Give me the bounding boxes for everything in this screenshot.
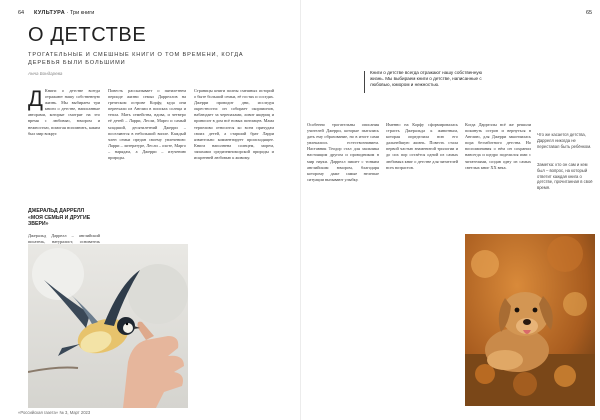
column-4 (307, 122, 379, 302)
column-6-text: Когда Дарреллы всё же решили покинуть остров и вернуться в Англию, для Джерри закончилась пора беззаботного детства. Но воспоминания о нём он сохранил навсегда и щедро поделился ими с читателями, создав одну из самых светлых книг XX века. (465, 122, 531, 170)
section-header (34, 10, 94, 16)
sidebar-note-1: Что же касается детства, Даррелл никогда не переставал быть ребёнком. (537, 132, 592, 149)
lead-paragraph (28, 88, 100, 204)
section-subtitle: Три книги (70, 10, 95, 16)
lead-text: Книги о детстве всегда отражают нашу собственную жизнь. Мы выбираем три книги о детстве, написанные авторами, которые смотрят на это время с любовью, юмором и нежностью, помогая вспомнить, каким был мир вокруг. (28, 88, 100, 136)
left-page-number: 64 (18, 10, 25, 16)
column-3-text: Страницы книги полны смешных историй о быте большой семьи, её гостях и соседях. Джерри проводит дни, исследуя окрестности: он собирает скорпионов, наблюдает за черепахами, ловит ящериц и приносит в дом всё новых питомцев. Мама терпеливо относится ко всем причудам своих детей, а старший брат Ларри язвительно комментирует происходящее. Книга наполнена солнцем, морем, запахами средиземноморской природы и искренней любовью к живому. (194, 88, 274, 161)
column-5-text: Именно на Корфу сформировалась страсть Джеральда к животным, которая определила всю его дальнейшую жизнь. Повесть стала первой частью знаменитой трилогии и до сих пор остаётся одной из самых любимых книг о детстве для читателей всех возрастов. (386, 122, 458, 170)
dog-photo (465, 234, 595, 406)
section-separator: · (65, 10, 70, 16)
column-2-text: Повесть рассказывает о пятилетнем периоде жизни семьи Дарреллов на греческом острове Корфу, куда они переехали из Англии в поисках солнца и тепла. Мать семейства, вдова, и четверо её детей – Ларри, Лесли, Марго и самый младший, десятилетний Джерри – поселяются в небольшой вилле. Каждый член семьи предан своему увлечению: Ларри – литературе, Лесли – охоте, Марго – нарядам, а Джерри – изучению природы. (108, 88, 186, 161)
column-2 (108, 88, 186, 240)
column-4-text: Особенно трогательны описания учителей Джерри, которые пытались дать ему образование, но в итоге сами увлекались естествознанием. Наставник Теодор стал для мальчика настоящим другом и проводником в мир науки. Даррелл пишет с тонким английским юмором, благодаря которому даже самые нелепые ситуации вызывают улыбку. (307, 122, 379, 182)
column-3 (194, 88, 274, 406)
pull-quote: Книги о детстве всегда отражают нашу собственную жизнь. Мы выбираем книги о детстве, написанные с любовью, юмором и нежностью. (370, 70, 483, 88)
column-6 (465, 122, 531, 230)
sidebar-note-2: Заметка: кто он сам и кем был – вопрос, на который ответит каждая книга о детстве, прочитанная в своё время. (537, 162, 593, 191)
footer-text: «Российская газета» № 3, Март 2023 (18, 410, 91, 415)
article-author: Анна Бондарева (28, 71, 63, 76)
bird-in-hand-image (28, 244, 188, 408)
section-name: КУЛЬТУРА (34, 10, 66, 16)
pull-quote-rule (364, 71, 365, 93)
article-subtitle: ТРОГАТЕЛЬНЫЕ И СМЕШНЫЕ КНИГИ О ТОМ ВРЕМЕНИ, КОГДА ДЕРЕВЬЯ БЫЛИ БОЛЬШИМИ (28, 52, 244, 66)
subheading: ДЖЕРАЛЬД ДАРРЕЛЛ «МОЯ СЕМЬЯ И ДРУГИЕ ЗВЕРИ» (28, 208, 91, 228)
column-1-text: Джеральд Даррелл – английский писатель, натуралист, основатель (28, 233, 100, 245)
column-5 (386, 122, 458, 406)
dog-in-autumn-image (465, 234, 595, 406)
drop-cap: Д (28, 88, 43, 111)
right-page-number: 65 (586, 10, 593, 16)
article-title: О ДЕТСТВЕ (28, 24, 147, 46)
bird-photo (28, 244, 188, 408)
